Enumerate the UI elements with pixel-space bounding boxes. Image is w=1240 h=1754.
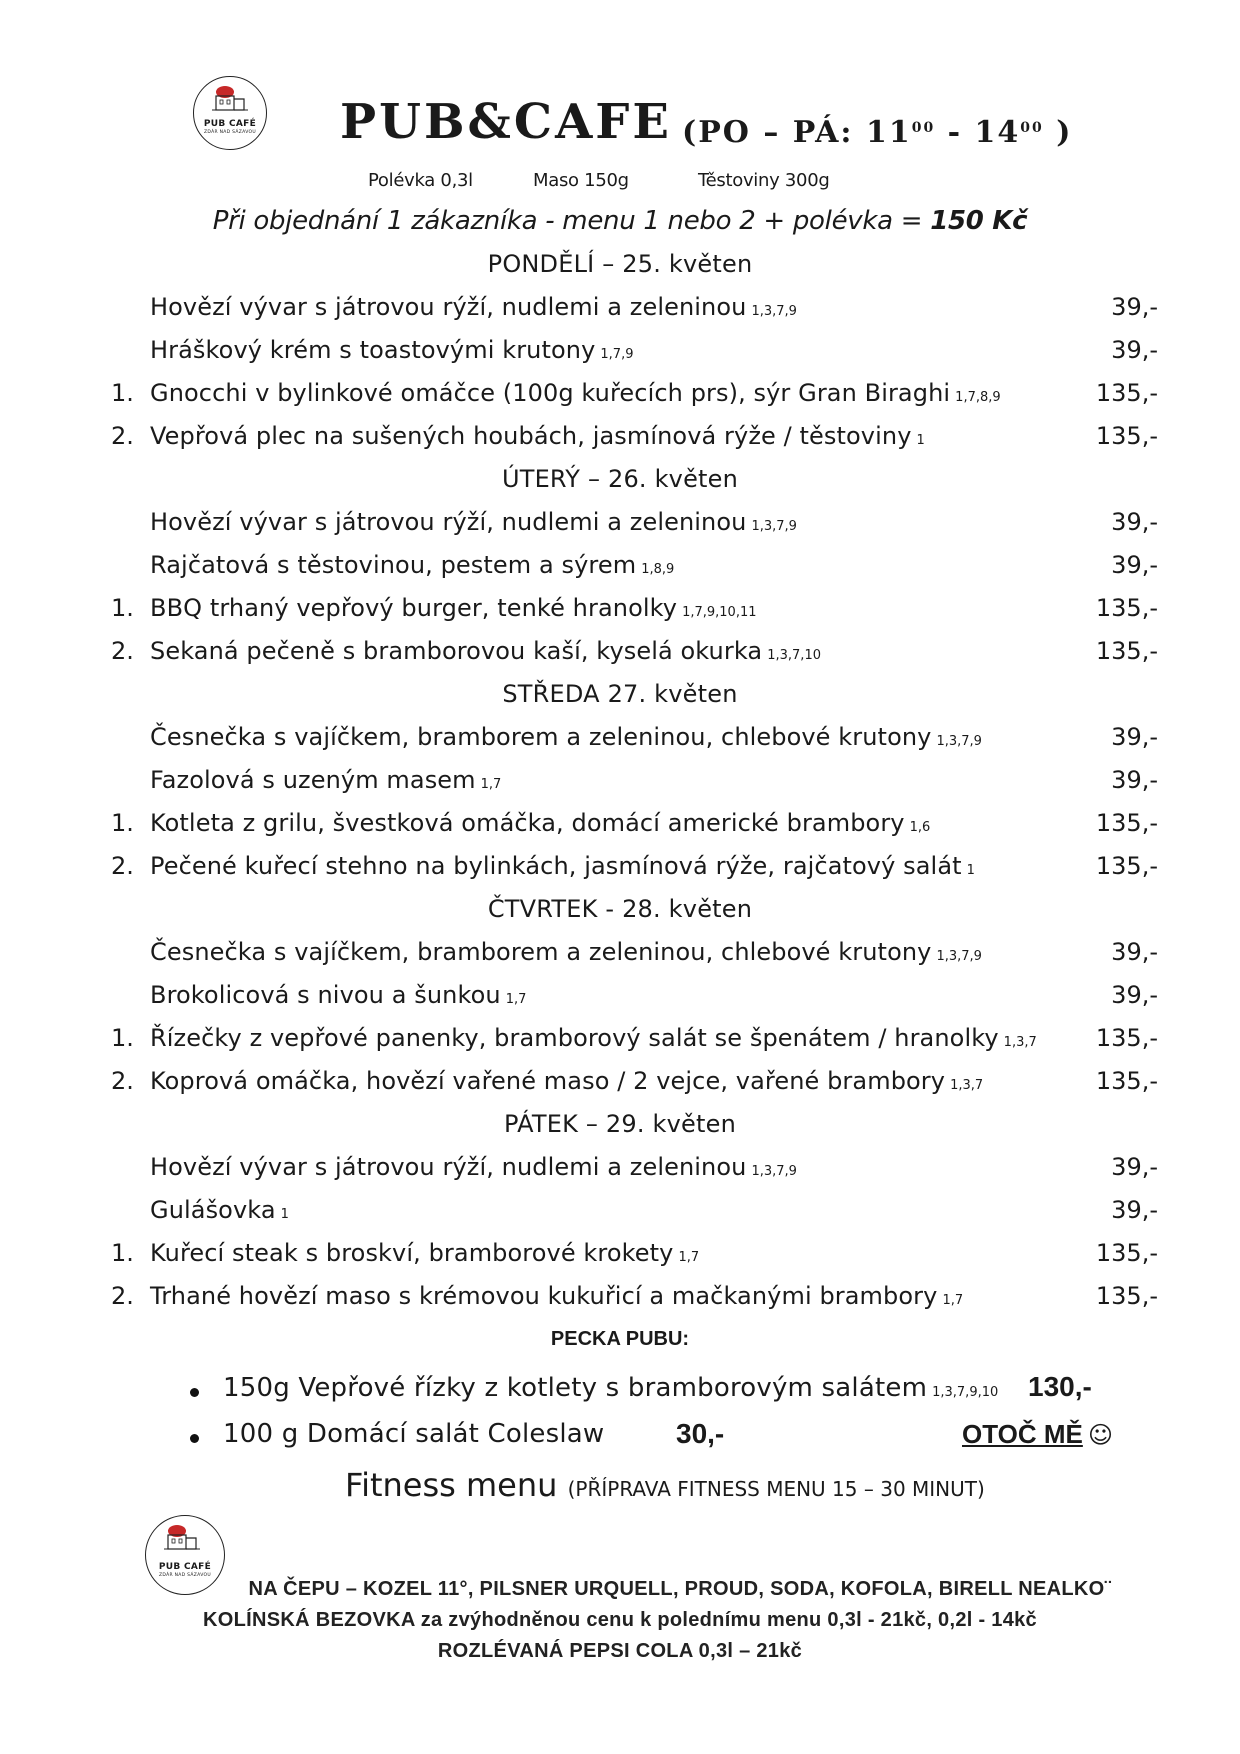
menu-item-row — [0, 508, 1240, 544]
menu-item-number: 2. — [111, 1282, 134, 1310]
menu-item-dish — [150, 1196, 289, 1224]
pub-building-icon — [210, 85, 250, 115]
portion-soup: Polévka 0,3l — [368, 170, 473, 191]
menu-item-number: 1. — [111, 809, 134, 837]
footer-bezovka: KOLÍNSKÁ BEZOVKA za zvýhodněnou cenu k polednímu menu 0,3l - 21kč, 0,2l - 14kč — [203, 1609, 1037, 1631]
menu-item-name: Rajčatová s těstovinou, pestem a sýrem — [150, 551, 637, 579]
menu-item-price: 135,- — [1095, 1282, 1158, 1310]
menu-item-allergens: 1 — [916, 433, 925, 448]
promo-price: 150 Kč — [930, 206, 1028, 236]
menu-item-name: Hovězí vývar s játrovou rýží, nudlemi a zeleninou — [150, 293, 747, 321]
pecka-item-2-price: 30,- — [676, 1418, 725, 1449]
menu-item-dish — [150, 1282, 963, 1310]
menu-item-price: 135,- — [1095, 594, 1158, 622]
menu-item-allergens: 1,7 — [678, 1250, 700, 1265]
menu-item-allergens: 1,7 — [505, 992, 527, 1007]
menu-item-dish — [150, 637, 821, 665]
menu-item-allergens: 1,3,7,9 — [936, 734, 982, 749]
menu-item-row — [0, 1153, 1240, 1189]
menu-item-row — [0, 981, 1240, 1017]
menu-item-name: Gnocchi v bylinkové omáčce (100g kuřecích prs), sýr Gran Biraghi — [150, 379, 951, 407]
footer-draft: NA ČEPU – KOZEL 11°, PILSNER URQUELL, PROUD, SODA, KOFOLA, BIRELL NEALKO¨ — [248, 1578, 1112, 1600]
menu-item-price: 39,- — [1111, 336, 1158, 364]
menu-item-dish — [150, 293, 797, 321]
menu-item-price: 135,- — [1095, 422, 1158, 450]
menu-item-allergens: 1,3,7,10 — [767, 648, 821, 663]
menu-item-allergens: 1,3,7,9 — [936, 949, 982, 964]
menu-item-dish — [150, 594, 757, 622]
pecka-item-2: 100 g Domácí salát Coleslaw — [223, 1419, 605, 1449]
menu-item-price: 135,- — [1095, 379, 1158, 407]
menu-item-price: 39,- — [1111, 723, 1158, 751]
menu-item-dish — [150, 551, 674, 579]
menu-item-allergens: 1,8,9 — [641, 562, 675, 577]
menu-item-name: Hovězí vývar s játrovou rýží, nudlemi a zeleninou — [150, 508, 747, 536]
menu-item-name: Fazolová s uzeným masem — [150, 766, 476, 794]
day-heading: ÚTERÝ – 26. květen — [501, 465, 739, 493]
menu-item-dish — [150, 852, 975, 880]
logo-subtitle: ZDÁR NAD SÁZAVOU — [159, 1573, 211, 1578]
menu-item-allergens: 1,6 — [909, 820, 931, 835]
menu-item-allergens: 1,7,9 — [600, 347, 634, 362]
bullet-icon — [190, 1434, 199, 1443]
pub-building-icon — [162, 1524, 202, 1554]
menu-item-dish — [150, 422, 925, 450]
menu-item-price: 39,- — [1111, 938, 1158, 966]
menu-item-name: Hráškový krém s toastovými krutony — [150, 336, 596, 364]
menu-item-row — [0, 379, 1240, 415]
turn-over-label: OTOČ MĚ — [962, 1419, 1083, 1449]
opening-hours: (PO – PÁ: $11^{00} - 14^{00}$ ) — [682, 115, 1073, 150]
menu-item-name: Vepřová plec na sušených houbách, jasmínová rýže / těstoviny — [150, 422, 912, 450]
menu-item-row — [0, 1067, 1240, 1103]
pecka-heading: PECKA PUBU: — [550, 1328, 690, 1350]
menu-item-allergens: 1,7 — [942, 1293, 964, 1308]
menu-item-price: 135,- — [1095, 809, 1158, 837]
logo-name: PUB CAFÉ — [158, 1562, 212, 1572]
menu-item-price: 39,- — [1111, 981, 1158, 1009]
menu-item-allergens: 1,3,7,9 — [751, 304, 797, 319]
menu-item-allergens: 1,3,7,9 — [751, 519, 797, 534]
menu-item-row — [0, 551, 1240, 587]
turn-over-note — [962, 1419, 1113, 1450]
menu-item-allergens: 1,3,7 — [1003, 1035, 1037, 1050]
menu-item-row — [0, 594, 1240, 630]
menu-item-price: 135,- — [1095, 1239, 1158, 1267]
menu-item-dish — [150, 981, 526, 1009]
menu-item-price: 39,- — [1111, 508, 1158, 536]
menu-item-row — [0, 1282, 1240, 1318]
page-title: PUB&CAFE — [340, 94, 672, 150]
menu-item-row — [0, 723, 1240, 759]
footer-pepsi: ROZLÉVANÁ PEPSI COLA 0,3l – 21kč — [437, 1640, 803, 1662]
menu-item-dish — [150, 1153, 797, 1181]
menu-item-row — [0, 1196, 1240, 1232]
menu-item-row — [0, 336, 1240, 372]
menu-item-number: 2. — [111, 637, 134, 665]
menu-item-dish — [150, 1239, 699, 1267]
menu-item-dish — [150, 508, 797, 536]
pecka-item-1: 150g Vepřové řízky z kotlety s bramborovým salátem 1,3,7,9,10 — [223, 1373, 999, 1403]
menu-item-dish — [150, 766, 501, 794]
menu-item-number: 2. — [111, 1067, 134, 1095]
menu-item-row — [0, 293, 1240, 329]
menu-item-name: Trhané hovězí maso s krémovou kukuřicí a mačkanými brambory — [150, 1282, 938, 1310]
fitness-title: Fitness menu — [345, 1466, 558, 1504]
logo-subtitle: ZDÁR NAD SÁZAVOU — [204, 130, 256, 135]
menu-item-name: Brokolicová s nivou a šunkou — [150, 981, 501, 1009]
menu-item-row — [0, 637, 1240, 673]
fitness-menu — [345, 1466, 985, 1504]
menu-item-name: Hovězí vývar s játrovou rýží, nudlemi a zeleninou — [150, 1153, 747, 1181]
day-heading: ČTVRTEK - 28. květen — [487, 895, 753, 923]
menu-item-dish — [150, 809, 930, 837]
day-heading: PÁTEK – 29. květen — [504, 1110, 736, 1138]
menu-item-dish — [150, 1067, 983, 1095]
menu-item-name: Řízečky z vepřové panenky, bramborový salát se špenátem / hranolky — [150, 1024, 999, 1052]
menu-item-number: 1. — [111, 594, 134, 622]
menu-item-number: 2. — [111, 852, 134, 880]
menu-item-name: Pečené kuřecí stehno na bylinkách, jasmínová rýže, rajčatový salát — [150, 852, 962, 880]
portion-pasta: Těstoviny 300g — [698, 170, 830, 191]
portion-meat: Maso 150g — [533, 170, 629, 191]
menu-item-row — [0, 938, 1240, 974]
menu-item-price: 39,- — [1111, 1153, 1158, 1181]
menu-item-allergens: 1,7,8,9 — [955, 390, 1001, 405]
menu-item-price: 135,- — [1095, 1067, 1158, 1095]
menu-item-name: Gulášovka — [150, 1196, 276, 1224]
menu-item-dish — [150, 1024, 1037, 1052]
menu-item-dish — [150, 379, 1001, 407]
menu-item-row — [0, 1024, 1240, 1060]
menu-item-name: Česnečka s vajíčkem, bramborem a zeleninou, chlebové krutony — [150, 938, 932, 966]
menu-item-allergens: 1,7,9,10,11 — [682, 605, 757, 620]
menu-item-row — [0, 766, 1240, 802]
menu-item-row — [0, 809, 1240, 845]
menu-item-name: Kotleta z grilu, švestková omáčka, domácí americké brambory — [150, 809, 905, 837]
menu-item-row — [0, 852, 1240, 888]
menu-item-dish — [150, 336, 633, 364]
day-heading: STŘEDA 27. květen — [502, 680, 738, 708]
day-heading: PONDĚLÍ – 25. květen — [487, 250, 753, 278]
menu-item-price: 135,- — [1095, 637, 1158, 665]
menu-item-price: 39,- — [1111, 551, 1158, 579]
menu-item-name: Kuřecí steak s broskví, bramborové krokety — [150, 1239, 674, 1267]
menu-item-row — [0, 1239, 1240, 1275]
logo-top — [193, 76, 267, 150]
menu-item-allergens: 1 — [280, 1207, 289, 1222]
bullet-icon — [190, 1388, 199, 1397]
menu-item-number: 1. — [111, 1024, 134, 1052]
menu-item-price: 39,- — [1111, 1196, 1158, 1224]
menu-item-name: Koprová omáčka, hovězí vařené maso / 2 vejce, vařené brambory — [150, 1067, 946, 1095]
pecka-item-1-price: 130,- — [1028, 1371, 1092, 1402]
menu-item-row — [0, 422, 1240, 458]
smiley-icon: ☺ — [1087, 1421, 1113, 1449]
menu-item-allergens: 1,7 — [480, 777, 502, 792]
menu-item-allergens: 1,3,7,9 — [751, 1164, 797, 1179]
menu-item-price: 39,- — [1111, 766, 1158, 794]
menu-item-price: 135,- — [1095, 1024, 1158, 1052]
logo-name: PUB CAFÉ — [203, 119, 257, 129]
menu-item-price: 39,- — [1111, 293, 1158, 321]
menu-item-dish — [150, 938, 982, 966]
menu-item-name: BBQ trhaný vepřový burger, tenké hranolky — [150, 594, 678, 622]
menu-item-name: Sekaná pečeně s bramborovou kaší, kyselá okurka — [150, 637, 763, 665]
menu-item-number: 2. — [111, 422, 134, 450]
menu-item-dish — [150, 723, 982, 751]
fitness-note: (PŘÍPRAVA FITNESS MENU 15 – 30 MINUT) — [567, 1477, 985, 1501]
menu-item-number: 1. — [111, 1239, 134, 1267]
menu-promo: Při objednání 1 zákazníka - menu 1 nebo 2 + polévka = 150 Kč — [212, 206, 1028, 236]
menu-item-name: Česnečka s vajíčkem, bramborem a zeleninou, chlebové krutony — [150, 723, 932, 751]
menu-item-number: 1. — [111, 379, 134, 407]
menu-item-allergens: 1 — [966, 863, 975, 878]
menu-item-price: 135,- — [1095, 852, 1158, 880]
pecka-item-1-allergens: 1,3,7,9,10 — [932, 1385, 999, 1400]
menu-item-allergens: 1,3,7 — [950, 1078, 984, 1093]
